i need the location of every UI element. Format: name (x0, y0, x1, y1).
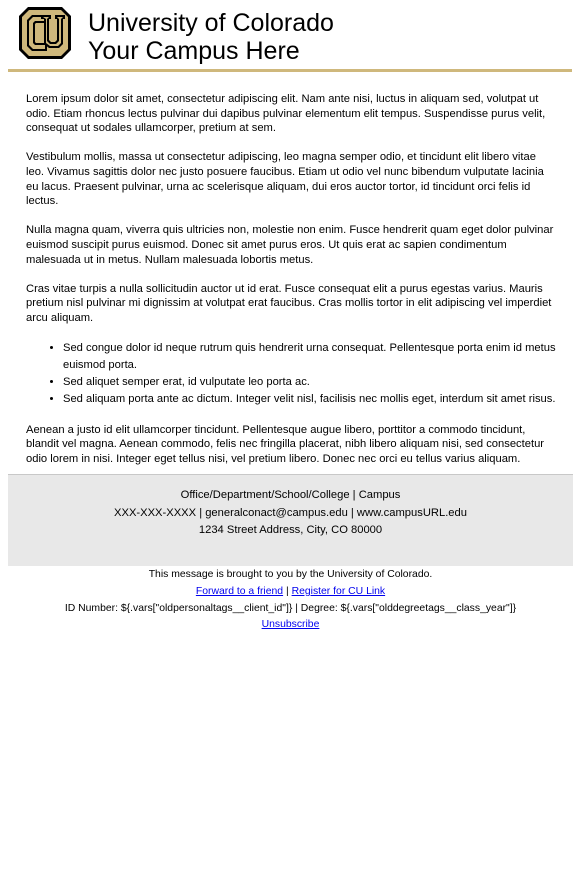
contact-line: XXX-XXX-XXXX | generalconact@campus.edu | www.campusURL.edu (114, 506, 467, 519)
sender-message: This message is brought to you by the University of Colorado. (148, 569, 433, 580)
header-title (88, 9, 334, 65)
link-separator: | (285, 585, 289, 597)
forward-to-friend-link[interactable]: Forward to a friend (195, 585, 284, 597)
body-paragraph: Lorem ipsum dolor sit amet, consectetur adipiscing elit. Nam ante nisi, luctus in aliquam sed, volutpat ut odio. Etiam rhoncus lectus pulvinar dui dapibus pulvinar elementum elit tempus. Suspendisse purus velit, consequat ut sodales ullamcorper, pretium at sem. (26, 93, 546, 135)
department-line: Office/Department/School/College | Campus (180, 489, 401, 501)
bullet-list (26, 340, 556, 408)
bullet-item: • Sed aliquam porta ante ac dictum. Integer velit nisl, facilisis nec mollis eget, interdum sit amet risus. (63, 391, 556, 408)
university-name: University of Colorado (88, 9, 334, 37)
body-paragraph: Nulla magna quam, viverra quis ultricies non, molestie non enim. Fusce hendrerit quam eget dolor pulvinar euismod suscipit purus euismod. Donec sit amet purus eros. Ut quis erat ac sapien condimentum malesuada ut in metus. Nullam malesuada lobortis metus. (26, 224, 554, 266)
bullet-item: • Sed congue dolor id neque rutrum quis hendrerit urna consequat. Pellentesque porta enim id metus euismod porta. (63, 340, 556, 374)
email-bottom (8, 567, 573, 634)
email-body (26, 92, 556, 481)
address-line: 1234 Street Address, City, CO 80000 (198, 524, 383, 536)
bullet-item: • Sed aliquet semper erat, id vulputate leo porta ac. (63, 374, 556, 391)
campus-name: Your Campus Here (88, 37, 300, 65)
id-degree-line: ID Number: ${.vars["oldpersonaltags__client_id"]} | Degree: ${.vars["olddegreetags__class_year"]} (64, 602, 517, 614)
body-paragraph: Aenean a justo id elit ullamcorper tincidunt. Pellentesque augue libero, porttitor a commodo tincidunt, blandit vel magna. Aenean commodo, felis nec fringilla placerat, nibh libero aliquam nisi, sed consectetur odio lorem in nisi. Integer eget tellus nisi, vel pretium libero. Donec nec orci eu tellus varius aliquam. (26, 423, 545, 465)
links-line (8, 584, 573, 601)
register-cu-link[interactable]: Register for CU Link (291, 585, 386, 597)
email-header (8, 0, 572, 72)
unsubscribe-line (8, 617, 573, 634)
body-paragraph: Vestibulum mollis, massa ut consectetur adipiscing, leo magna semper odio, et tincidunt elit libero vitae leo. Vivamus sagittis dolor nec justo posuere faucibus. Etiam ut odio vel nunc bibendum vulputate lacinia eu lacus. Praesent pulvinar, urna ac scelerisque aliquam, dui eros auctor tortor, id tincidunt orci felis id lectus. (26, 151, 544, 208)
body-paragraph: Cras vitae turpis a nulla sollicitudin auctor ut id erat. Fusce consequat elit a purus egestas varius. Mauris pretium nisl pulvinar mi dignissim at volutpat erat faucibus. Cras mollis tortor in elit adipiscing vel imperdiet arcu aliquam. (26, 282, 552, 324)
unsubscribe-link[interactable]: Unsubscribe (261, 619, 320, 631)
contact-footer (8, 474, 573, 566)
cu-logo-icon (18, 6, 72, 60)
